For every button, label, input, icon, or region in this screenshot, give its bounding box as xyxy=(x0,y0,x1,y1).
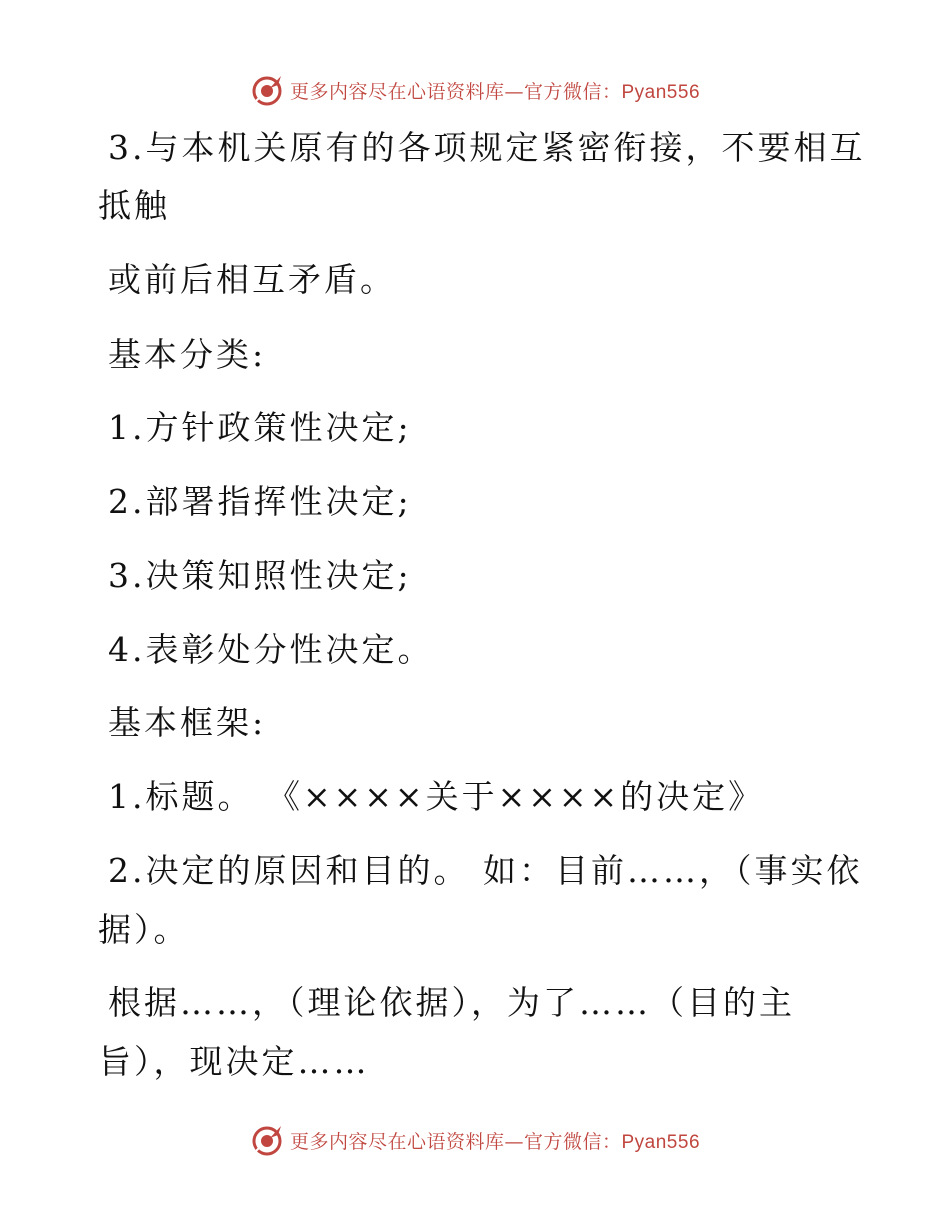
text-line: 3.与本机关原有的各项规定紧密衔接，不要相互 xyxy=(108,128,866,167)
text-line: 抵触 xyxy=(98,186,170,225)
list-item: 1.方针政策性决定; xyxy=(108,408,412,447)
text-line: 根据……，（理论依据），为了……（目的主 xyxy=(108,983,795,1022)
list-item: 4.表彰处分性决定。 xyxy=(108,630,434,669)
section-heading: 基本分类: xyxy=(108,335,267,374)
list-item: 2.部署指挥性决定; xyxy=(108,482,412,521)
quill-logo-icon xyxy=(250,73,284,107)
text-line: 或前后相互矛盾。 xyxy=(108,260,396,299)
text-line: 据）。 xyxy=(98,910,190,949)
text-line: 旨），现决定…… xyxy=(98,1042,370,1081)
list-item: 2.决定的原因和目的。 如：目前……，（事实依 xyxy=(108,851,863,890)
watermark-text: 更多内容尽在心语资料库—官方微信：Pyan556 xyxy=(289,1130,701,1153)
watermark-text: 更多内容尽在心语资料库—官方微信：Pyan556 xyxy=(289,80,701,103)
quill-logo-icon xyxy=(250,1123,284,1157)
section-heading: 基本框架: xyxy=(108,703,267,742)
header-watermark xyxy=(0,70,950,110)
list-item: 3.决策知照性决定; xyxy=(108,556,412,595)
list-item: 1.标题。 《××××关于××××的决定》 xyxy=(108,777,765,816)
footer-watermark xyxy=(0,1120,950,1160)
